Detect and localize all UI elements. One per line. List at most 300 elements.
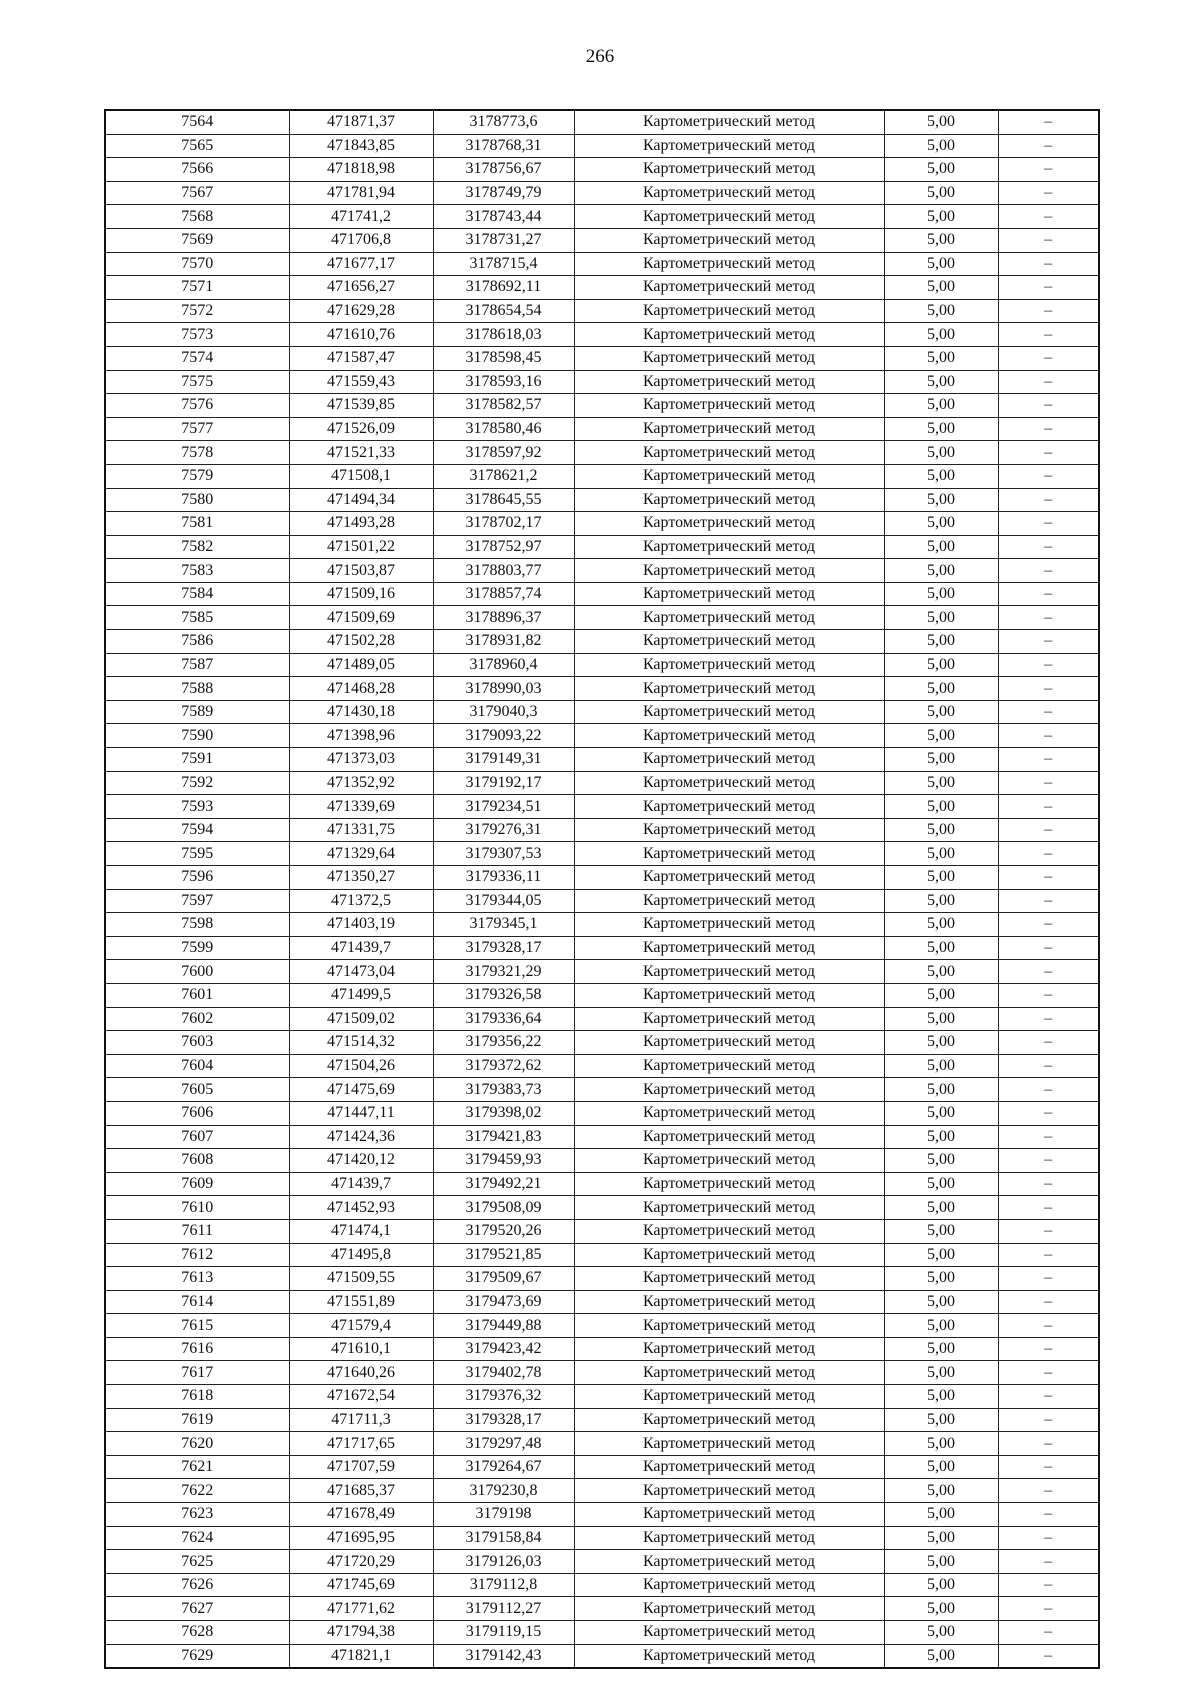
point-number-cell: 7603 xyxy=(105,1031,289,1055)
x-coordinate-cell: 471329,64 xyxy=(289,842,433,866)
point-number-cell: 7576 xyxy=(105,394,289,418)
y-coordinate-cell: 3178743,44 xyxy=(433,205,574,229)
y-coordinate-cell: 3179321,29 xyxy=(433,960,574,984)
point-number-cell: 7607 xyxy=(105,1125,289,1149)
point-number-cell: 7611 xyxy=(105,1219,289,1243)
method-cell: Картометрический метод xyxy=(574,228,884,252)
y-coordinate-cell: 3178692,11 xyxy=(433,276,574,300)
description-cell: – xyxy=(998,606,1099,630)
accuracy-cell: 5,00 xyxy=(884,1149,998,1173)
table-row xyxy=(105,724,1099,748)
accuracy-cell: 5,00 xyxy=(884,582,998,606)
description-cell: – xyxy=(998,677,1099,701)
x-coordinate-cell: 471447,11 xyxy=(289,1101,433,1125)
y-coordinate-cell: 3179093,22 xyxy=(433,724,574,748)
method-cell: Картометрический метод xyxy=(574,818,884,842)
method-cell: Картометрический метод xyxy=(574,205,884,229)
y-coordinate-cell: 3179423,42 xyxy=(433,1337,574,1361)
x-coordinate-cell: 471509,02 xyxy=(289,1007,433,1031)
point-number-cell: 7573 xyxy=(105,323,289,347)
x-coordinate-cell: 471339,69 xyxy=(289,795,433,819)
accuracy-cell: 5,00 xyxy=(884,417,998,441)
method-cell: Картометрический метод xyxy=(574,1243,884,1267)
y-coordinate-cell: 3179521,85 xyxy=(433,1243,574,1267)
table-row xyxy=(105,464,1099,488)
point-number-cell: 7613 xyxy=(105,1267,289,1291)
table-row xyxy=(105,700,1099,724)
description-cell: – xyxy=(998,276,1099,300)
accuracy-cell: 5,00 xyxy=(884,842,998,866)
accuracy-cell: 5,00 xyxy=(884,1243,998,1267)
x-coordinate-cell: 471473,04 xyxy=(289,960,433,984)
accuracy-cell: 5,00 xyxy=(884,724,998,748)
table-row xyxy=(105,1101,1099,1125)
point-number-cell: 7588 xyxy=(105,677,289,701)
x-coordinate-cell: 471526,09 xyxy=(289,417,433,441)
description-cell: – xyxy=(998,1267,1099,1291)
y-coordinate-cell: 3178618,03 xyxy=(433,323,574,347)
accuracy-cell: 5,00 xyxy=(884,370,998,394)
description-cell: – xyxy=(998,1385,1099,1409)
x-coordinate-cell: 471818,98 xyxy=(289,158,433,182)
y-coordinate-cell: 3178960,4 xyxy=(433,653,574,677)
point-number-cell: 7625 xyxy=(105,1550,289,1574)
x-coordinate-cell: 471745,69 xyxy=(289,1573,433,1597)
accuracy-cell: 5,00 xyxy=(884,936,998,960)
method-cell: Картометрический метод xyxy=(574,700,884,724)
description-cell: – xyxy=(998,1573,1099,1597)
description-cell: – xyxy=(998,913,1099,937)
description-cell: – xyxy=(998,630,1099,654)
x-coordinate-cell: 471587,47 xyxy=(289,346,433,370)
accuracy-cell: 5,00 xyxy=(884,1526,998,1550)
x-coordinate-cell: 471695,95 xyxy=(289,1526,433,1550)
y-coordinate-cell: 3179142,43 xyxy=(433,1644,574,1668)
accuracy-cell: 5,00 xyxy=(884,1007,998,1031)
description-cell: – xyxy=(998,1455,1099,1479)
accuracy-cell: 5,00 xyxy=(884,1314,998,1338)
point-number-cell: 7626 xyxy=(105,1573,289,1597)
y-coordinate-cell: 3179398,02 xyxy=(433,1101,574,1125)
y-coordinate-cell: 3178593,16 xyxy=(433,370,574,394)
description-cell: – xyxy=(998,1031,1099,1055)
point-number-cell: 7582 xyxy=(105,535,289,559)
y-coordinate-cell: 3178715,4 xyxy=(433,252,574,276)
point-number-cell: 7612 xyxy=(105,1243,289,1267)
method-cell: Картометрический метод xyxy=(574,724,884,748)
x-coordinate-cell: 471559,43 xyxy=(289,370,433,394)
accuracy-cell: 5,00 xyxy=(884,1432,998,1456)
method-cell: Картометрический метод xyxy=(574,606,884,630)
method-cell: Картометрический метод xyxy=(574,677,884,701)
y-coordinate-cell: 3178768,31 xyxy=(433,134,574,158)
table-row xyxy=(105,110,1099,134)
point-number-cell: 7592 xyxy=(105,771,289,795)
point-number-cell: 7595 xyxy=(105,842,289,866)
accuracy-cell: 5,00 xyxy=(884,323,998,347)
table-row xyxy=(105,228,1099,252)
accuracy-cell: 5,00 xyxy=(884,1361,998,1385)
table-row xyxy=(105,323,1099,347)
accuracy-cell: 5,00 xyxy=(884,795,998,819)
description-cell: – xyxy=(998,1337,1099,1361)
description-cell: – xyxy=(998,700,1099,724)
table-row xyxy=(105,488,1099,512)
table-row xyxy=(105,1031,1099,1055)
point-number-cell: 7606 xyxy=(105,1101,289,1125)
x-coordinate-cell: 471468,28 xyxy=(289,677,433,701)
accuracy-cell: 5,00 xyxy=(884,110,998,134)
y-coordinate-cell: 3179264,67 xyxy=(433,1455,574,1479)
x-coordinate-cell: 471610,76 xyxy=(289,323,433,347)
method-cell: Картометрический метод xyxy=(574,1408,884,1432)
point-number-cell: 7614 xyxy=(105,1290,289,1314)
method-cell: Картометрический метод xyxy=(574,394,884,418)
method-cell: Картометрический метод xyxy=(574,1314,884,1338)
method-cell: Картометрический метод xyxy=(574,1550,884,1574)
table-row xyxy=(105,936,1099,960)
table-row xyxy=(105,535,1099,559)
point-number-cell: 7578 xyxy=(105,441,289,465)
x-coordinate-cell: 471509,16 xyxy=(289,582,433,606)
method-cell: Картометрический метод xyxy=(574,1078,884,1102)
x-coordinate-cell: 471514,32 xyxy=(289,1031,433,1055)
description-cell: – xyxy=(998,1078,1099,1102)
y-coordinate-cell: 3178803,77 xyxy=(433,559,574,583)
x-coordinate-cell: 471501,22 xyxy=(289,535,433,559)
method-cell: Картометрический метод xyxy=(574,1267,884,1291)
x-coordinate-cell: 471508,1 xyxy=(289,464,433,488)
point-number-cell: 7609 xyxy=(105,1172,289,1196)
x-coordinate-cell: 471398,96 xyxy=(289,724,433,748)
x-coordinate-cell: 471509,69 xyxy=(289,606,433,630)
y-coordinate-cell: 3178582,57 xyxy=(433,394,574,418)
description-cell: – xyxy=(998,535,1099,559)
table-row xyxy=(105,1455,1099,1479)
point-number-cell: 7594 xyxy=(105,818,289,842)
table-row xyxy=(105,417,1099,441)
table-row xyxy=(105,653,1099,677)
x-coordinate-cell: 471741,2 xyxy=(289,205,433,229)
x-coordinate-cell: 471685,37 xyxy=(289,1479,433,1503)
accuracy-cell: 5,00 xyxy=(884,1054,998,1078)
y-coordinate-cell: 3178580,46 xyxy=(433,417,574,441)
y-coordinate-cell: 3179356,22 xyxy=(433,1031,574,1055)
accuracy-cell: 5,00 xyxy=(884,535,998,559)
table-row xyxy=(105,441,1099,465)
accuracy-cell: 5,00 xyxy=(884,158,998,182)
x-coordinate-cell: 471579,4 xyxy=(289,1314,433,1338)
point-number-cell: 7620 xyxy=(105,1432,289,1456)
x-coordinate-cell: 471494,34 xyxy=(289,488,433,512)
x-coordinate-cell: 471771,62 xyxy=(289,1597,433,1621)
accuracy-cell: 5,00 xyxy=(884,1573,998,1597)
description-cell: – xyxy=(998,1054,1099,1078)
accuracy-cell: 5,00 xyxy=(884,630,998,654)
description-cell: – xyxy=(998,1361,1099,1385)
description-cell: – xyxy=(998,464,1099,488)
y-coordinate-cell: 3178621,2 xyxy=(433,464,574,488)
method-cell: Картометрический метод xyxy=(574,299,884,323)
description-cell: – xyxy=(998,1597,1099,1621)
y-coordinate-cell: 3179473,69 xyxy=(433,1290,574,1314)
y-coordinate-cell: 3179383,73 xyxy=(433,1078,574,1102)
accuracy-cell: 5,00 xyxy=(884,441,998,465)
description-cell: – xyxy=(998,488,1099,512)
y-coordinate-cell: 3179326,58 xyxy=(433,983,574,1007)
y-coordinate-cell: 3179520,26 xyxy=(433,1219,574,1243)
method-cell: Картометрический метод xyxy=(574,1432,884,1456)
table-row xyxy=(105,1196,1099,1220)
x-coordinate-cell: 471503,87 xyxy=(289,559,433,583)
point-number-cell: 7571 xyxy=(105,276,289,300)
description-cell: – xyxy=(998,228,1099,252)
accuracy-cell: 5,00 xyxy=(884,913,998,937)
description-cell: – xyxy=(998,205,1099,229)
x-coordinate-cell: 471474,1 xyxy=(289,1219,433,1243)
description-cell: – xyxy=(998,1125,1099,1149)
y-coordinate-cell: 3179344,05 xyxy=(433,889,574,913)
point-number-cell: 7623 xyxy=(105,1503,289,1527)
accuracy-cell: 5,00 xyxy=(884,299,998,323)
y-coordinate-cell: 3179192,17 xyxy=(433,771,574,795)
method-cell: Картометрический метод xyxy=(574,1621,884,1645)
description-cell: – xyxy=(998,582,1099,606)
table-row xyxy=(105,1007,1099,1031)
table-row xyxy=(105,559,1099,583)
accuracy-cell: 5,00 xyxy=(884,606,998,630)
description-cell: – xyxy=(998,346,1099,370)
y-coordinate-cell: 3179492,21 xyxy=(433,1172,574,1196)
x-coordinate-cell: 471372,5 xyxy=(289,889,433,913)
accuracy-cell: 5,00 xyxy=(884,1031,998,1055)
x-coordinate-cell: 471720,29 xyxy=(289,1550,433,1574)
description-cell: – xyxy=(998,936,1099,960)
table-row xyxy=(105,1149,1099,1173)
accuracy-cell: 5,00 xyxy=(884,1644,998,1668)
accuracy-cell: 5,00 xyxy=(884,1078,998,1102)
x-coordinate-cell: 471821,1 xyxy=(289,1644,433,1668)
x-coordinate-cell: 471373,03 xyxy=(289,748,433,772)
x-coordinate-cell: 471610,1 xyxy=(289,1337,433,1361)
accuracy-cell: 5,00 xyxy=(884,1621,998,1645)
point-number-cell: 7584 xyxy=(105,582,289,606)
accuracy-cell: 5,00 xyxy=(884,1196,998,1220)
point-number-cell: 7602 xyxy=(105,1007,289,1031)
point-number-cell: 7604 xyxy=(105,1054,289,1078)
y-coordinate-cell: 3178731,27 xyxy=(433,228,574,252)
accuracy-cell: 5,00 xyxy=(884,1101,998,1125)
x-coordinate-cell: 471493,28 xyxy=(289,512,433,536)
point-number-cell: 7629 xyxy=(105,1644,289,1668)
point-number-cell: 7565 xyxy=(105,134,289,158)
x-coordinate-cell: 471706,8 xyxy=(289,228,433,252)
method-cell: Картометрический метод xyxy=(574,1031,884,1055)
y-coordinate-cell: 3178773,6 xyxy=(433,110,574,134)
x-coordinate-cell: 471672,54 xyxy=(289,1385,433,1409)
y-coordinate-cell: 3179297,48 xyxy=(433,1432,574,1456)
point-number-cell: 7587 xyxy=(105,653,289,677)
description-cell: – xyxy=(998,1479,1099,1503)
table-row xyxy=(105,1479,1099,1503)
y-coordinate-cell: 3178654,54 xyxy=(433,299,574,323)
x-coordinate-cell: 471452,93 xyxy=(289,1196,433,1220)
point-number-cell: 7616 xyxy=(105,1337,289,1361)
y-coordinate-cell: 3178756,67 xyxy=(433,158,574,182)
method-cell: Картометрический метод xyxy=(574,1337,884,1361)
y-coordinate-cell: 3179149,31 xyxy=(433,748,574,772)
x-coordinate-cell: 471403,19 xyxy=(289,913,433,937)
x-coordinate-cell: 471475,69 xyxy=(289,1078,433,1102)
y-coordinate-cell: 3179345,1 xyxy=(433,913,574,937)
table-row xyxy=(105,1290,1099,1314)
description-cell: – xyxy=(998,559,1099,583)
accuracy-cell: 5,00 xyxy=(884,1597,998,1621)
y-coordinate-cell: 3178597,92 xyxy=(433,441,574,465)
x-coordinate-cell: 471794,38 xyxy=(289,1621,433,1645)
accuracy-cell: 5,00 xyxy=(884,818,998,842)
accuracy-cell: 5,00 xyxy=(884,1337,998,1361)
table-row xyxy=(105,134,1099,158)
description-cell: – xyxy=(998,1526,1099,1550)
table-row xyxy=(105,252,1099,276)
y-coordinate-cell: 3179230,8 xyxy=(433,1479,574,1503)
method-cell: Картометрический метод xyxy=(574,1125,884,1149)
table-row xyxy=(105,158,1099,182)
y-coordinate-cell: 3179119,15 xyxy=(433,1621,574,1645)
x-coordinate-cell: 471717,65 xyxy=(289,1432,433,1456)
accuracy-cell: 5,00 xyxy=(884,1219,998,1243)
y-coordinate-cell: 3178857,74 xyxy=(433,582,574,606)
point-number-cell: 7618 xyxy=(105,1385,289,1409)
table-row xyxy=(105,1503,1099,1527)
method-cell: Картометрический метод xyxy=(574,1597,884,1621)
table-row xyxy=(105,1078,1099,1102)
accuracy-cell: 5,00 xyxy=(884,771,998,795)
x-coordinate-cell: 471489,05 xyxy=(289,653,433,677)
table-row xyxy=(105,630,1099,654)
description-cell: – xyxy=(998,889,1099,913)
table-row xyxy=(105,1054,1099,1078)
table-row xyxy=(105,1526,1099,1550)
method-cell: Картометрический метод xyxy=(574,630,884,654)
description-cell: – xyxy=(998,818,1099,842)
table-row xyxy=(105,1573,1099,1597)
point-number-cell: 7575 xyxy=(105,370,289,394)
y-coordinate-cell: 3178645,55 xyxy=(433,488,574,512)
x-coordinate-cell: 471539,85 xyxy=(289,394,433,418)
accuracy-cell: 5,00 xyxy=(884,748,998,772)
accuracy-cell: 5,00 xyxy=(884,181,998,205)
method-cell: Картометрический метод xyxy=(574,866,884,890)
table-row xyxy=(105,677,1099,701)
x-coordinate-cell: 471551,89 xyxy=(289,1290,433,1314)
method-cell: Картометрический метод xyxy=(574,417,884,441)
table-row xyxy=(105,1621,1099,1645)
y-coordinate-cell: 3179336,64 xyxy=(433,1007,574,1031)
y-coordinate-cell: 3179276,31 xyxy=(433,818,574,842)
method-cell: Картометрический метод xyxy=(574,1101,884,1125)
point-number-cell: 7605 xyxy=(105,1078,289,1102)
y-coordinate-cell: 3179421,83 xyxy=(433,1125,574,1149)
method-cell: Картометрический метод xyxy=(574,464,884,488)
x-coordinate-cell: 471521,33 xyxy=(289,441,433,465)
table-row xyxy=(105,818,1099,842)
accuracy-cell: 5,00 xyxy=(884,983,998,1007)
point-number-cell: 7589 xyxy=(105,700,289,724)
accuracy-cell: 5,00 xyxy=(884,559,998,583)
accuracy-cell: 5,00 xyxy=(884,276,998,300)
method-cell: Картометрический метод xyxy=(574,1361,884,1385)
description-cell: – xyxy=(998,1172,1099,1196)
method-cell: Картометрический метод xyxy=(574,1054,884,1078)
point-number-cell: 7586 xyxy=(105,630,289,654)
table-row xyxy=(105,1385,1099,1409)
point-number-cell: 7569 xyxy=(105,228,289,252)
table-row xyxy=(105,299,1099,323)
point-number-cell: 7599 xyxy=(105,936,289,960)
x-coordinate-cell: 471678,49 xyxy=(289,1503,433,1527)
table-row xyxy=(105,1361,1099,1385)
method-cell: Картометрический метод xyxy=(574,110,884,134)
point-number-cell: 7597 xyxy=(105,889,289,913)
method-cell: Картометрический метод xyxy=(574,913,884,937)
point-number-cell: 7572 xyxy=(105,299,289,323)
table-row xyxy=(105,276,1099,300)
x-coordinate-cell: 471420,12 xyxy=(289,1149,433,1173)
accuracy-cell: 5,00 xyxy=(884,1290,998,1314)
point-number-cell: 7601 xyxy=(105,983,289,1007)
x-coordinate-cell: 471499,5 xyxy=(289,983,433,1007)
table-row xyxy=(105,1219,1099,1243)
method-cell: Картометрический метод xyxy=(574,1172,884,1196)
description-cell: – xyxy=(998,1149,1099,1173)
method-cell: Картометрический метод xyxy=(574,535,884,559)
accuracy-cell: 5,00 xyxy=(884,1479,998,1503)
table-row xyxy=(105,1550,1099,1574)
description-cell: – xyxy=(998,1196,1099,1220)
coordinates-table xyxy=(104,109,1100,1669)
table-row xyxy=(105,771,1099,795)
description-cell: – xyxy=(998,252,1099,276)
method-cell: Картометрический метод xyxy=(574,276,884,300)
y-coordinate-cell: 3178931,82 xyxy=(433,630,574,654)
method-cell: Картометрический метод xyxy=(574,370,884,394)
point-number-cell: 7627 xyxy=(105,1597,289,1621)
description-cell: – xyxy=(998,417,1099,441)
description-cell: – xyxy=(998,323,1099,347)
y-coordinate-cell: 3179112,8 xyxy=(433,1573,574,1597)
y-coordinate-cell: 3179328,17 xyxy=(433,936,574,960)
description-cell: – xyxy=(998,512,1099,536)
description-cell: – xyxy=(998,1432,1099,1456)
y-coordinate-cell: 3178702,17 xyxy=(433,512,574,536)
description-cell: – xyxy=(998,1644,1099,1668)
y-coordinate-cell: 3179509,67 xyxy=(433,1267,574,1291)
x-coordinate-cell: 471707,59 xyxy=(289,1455,433,1479)
method-cell: Картометрический метод xyxy=(574,441,884,465)
accuracy-cell: 5,00 xyxy=(884,1267,998,1291)
description-cell: – xyxy=(998,394,1099,418)
y-coordinate-cell: 3179126,03 xyxy=(433,1550,574,1574)
y-coordinate-cell: 3178990,03 xyxy=(433,677,574,701)
table-row xyxy=(105,370,1099,394)
table-row xyxy=(105,1267,1099,1291)
table-row xyxy=(105,1243,1099,1267)
x-coordinate-cell: 471711,3 xyxy=(289,1408,433,1432)
table-row xyxy=(105,889,1099,913)
accuracy-cell: 5,00 xyxy=(884,1385,998,1409)
